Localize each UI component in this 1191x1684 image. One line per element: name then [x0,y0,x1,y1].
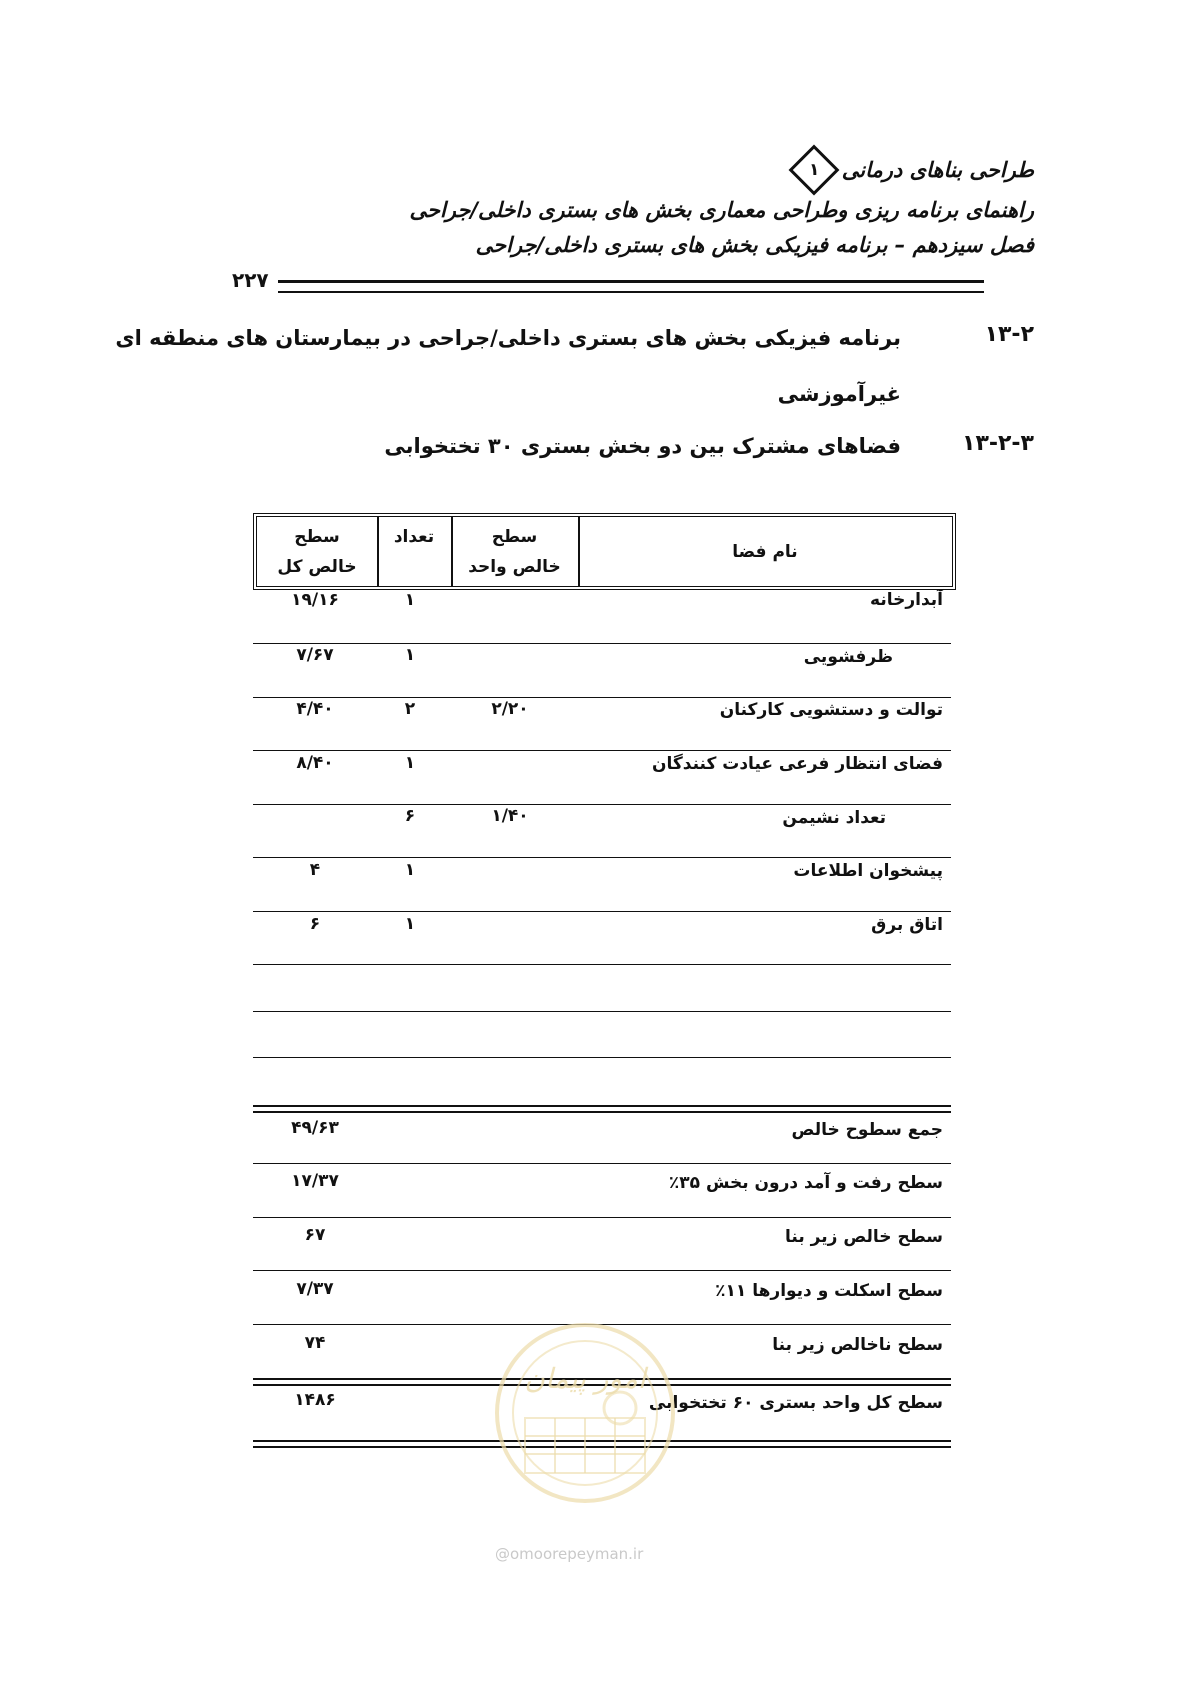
summary-total: ۴۹/۶۳ [291,1118,339,1138]
header-unit-area-line1: سطح [491,527,538,547]
row-separator [253,964,951,965]
row-name: تعداد نشیمن [782,808,886,828]
row-separator [253,1217,951,1218]
summary-total: ۷/۳۷ [296,1279,334,1299]
header-total-area-line2: خالص کل [277,557,357,577]
row-total: ۶ [309,914,321,934]
row-count: ۱ [404,860,416,880]
subsection-title: فضاهای مشترک بین دو بخش بستری ۳۰ تختخوابی [384,434,901,458]
section-title [115,310,901,422]
section-title-line2: غیرآموزشی [777,382,901,406]
book-title-line [796,152,1034,188]
row-count: ۱ [404,645,416,665]
subsection-number: ۱۳-۲-۳ [962,431,1034,456]
row-separator [253,697,951,698]
row-total: ۷/۶۷ [296,645,334,665]
row-total: ۱۹/۱۶ [291,590,339,610]
table-header [253,513,956,590]
row-total: ۴ [309,860,321,880]
header-rule [278,280,984,293]
summary-name: سطح ناخالص زیر بنا [772,1335,943,1355]
summary-name: سطح اسکلت و دیوارها ۱۱٪ [715,1281,943,1301]
page-number: ۲۲۷ [232,268,269,292]
header-total-area [257,522,377,582]
book-title: طراحی بناهای درمانی [841,158,1034,182]
row-unit: ۱/۴۰ [491,806,529,826]
chapter-title: فصل سیزدهم – برنامه فیزیکی بخش های بستری داخلی/جراحی [475,233,1034,257]
header-total-area-line1: سطح [294,527,340,547]
book-subtitle: راهنمای برنامه ریزی وطراحی معماری بخش های بستری داخلی/جراحی [409,198,1034,222]
row-total: ۸/۴۰ [296,753,334,773]
row-unit: ۲/۲۰ [491,699,529,719]
summary-total: ۶۷ [304,1225,326,1245]
summary-top-rule [253,1105,951,1113]
watermark-logo-text: امور پیمان [524,1362,646,1395]
watermark-site: @omoorepeyman.ir [495,1545,644,1563]
row-total: ۴/۴۰ [296,699,334,719]
row-separator [253,1163,951,1164]
row-separator [253,1270,951,1271]
volume-number: ۱ [808,160,819,181]
header-unit-area [451,522,578,582]
row-separator [253,1011,951,1012]
row-count: ۱ [404,590,416,610]
summary-name: سطح خالص زیر بنا [785,1227,943,1247]
row-name: توالت و دستشویی کارکنان [719,700,943,720]
row-separator [253,911,951,912]
row-name: ظرفشویی [803,647,893,667]
row-name: اتاق برق [871,915,943,935]
row-separator [253,750,951,751]
summary-total: ۱۷/۳۷ [291,1171,339,1191]
summary-name: جمع سطوح خالص [791,1120,943,1140]
section-number: ۱۳-۲ [984,322,1034,347]
row-count: ۲ [404,699,416,719]
row-count: ۱ [404,914,416,934]
summary-total: ۷۴ [304,1333,326,1353]
grand-total-name: سطح کل واحد بستری ۶۰ تختخوابی [648,1393,943,1413]
row-separator [253,1057,951,1058]
grand-total-value: ۱۴۸۶ [294,1390,336,1410]
row-name: پیشخوان اطلاعات [793,861,943,881]
row-separator [253,643,951,644]
header-count: تعداد [393,527,435,547]
section-title-line1: برنامه فیزیکی بخش های بستری داخلی/جراحی در بیمارستان های منطقه ای [115,326,901,350]
row-name: آبدارخانه [870,590,943,610]
header-unit-area-line2: خالص واحد [468,557,561,577]
header-space-name: نام فضا [732,542,798,562]
row-count: ۱ [404,753,416,773]
row-name: فضای انتظار فرعی عیادت کنندگان [651,754,943,774]
summary-name: سطح رفت و آمد درون بخش ۳۵٪ [668,1173,943,1193]
row-separator [253,857,951,858]
volume-badge [788,145,839,196]
watermark-logo-icon [470,1318,700,1508]
row-count: ۶ [404,806,416,826]
row-separator [253,804,951,805]
